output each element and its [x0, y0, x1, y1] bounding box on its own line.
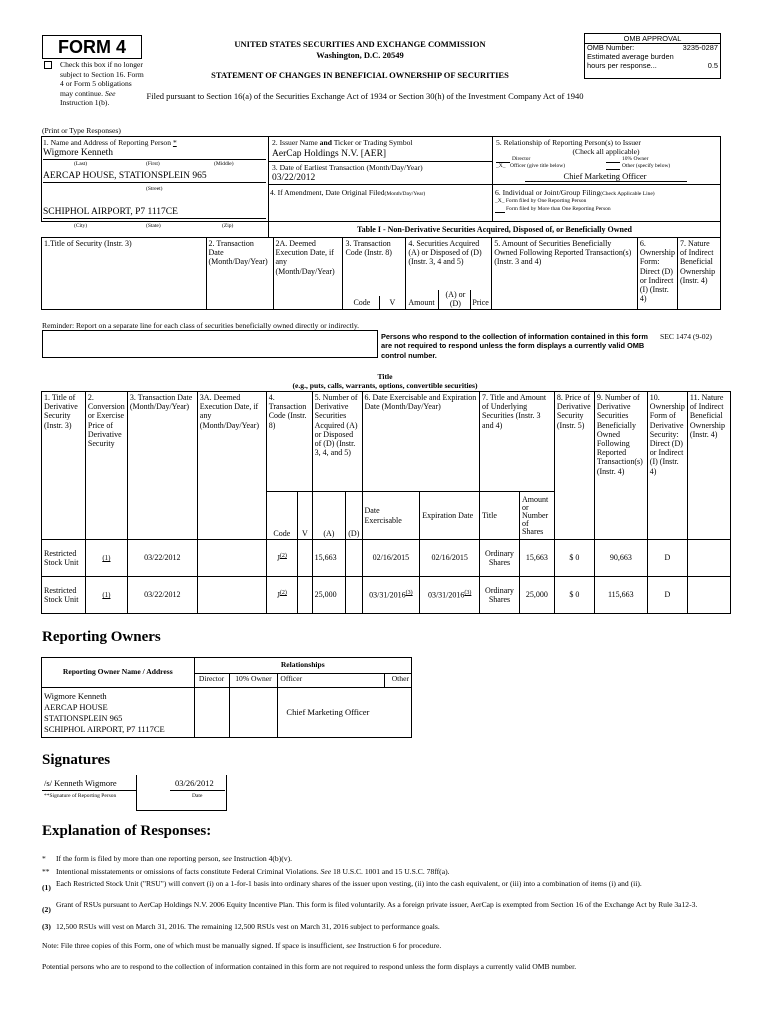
t2-title: Title [480, 492, 520, 540]
t2-r1-conv-footnote[interactable]: (1) [102, 591, 111, 600]
ro-relationships: Relationships [194, 658, 411, 674]
t2-r1-price: $ 0 [554, 577, 594, 614]
t2-h5: 5. Number of Derivative Securities Acquired (A) or Disposed of (D) (Instr. 3, 4, and 5) [312, 392, 362, 492]
t1-h3: 3. Transaction Code (Instr. 8) Code V [343, 238, 406, 310]
officer-title: Chief Marketing Officer [563, 171, 647, 181]
ro-col-officer: Officer [278, 674, 385, 688]
table1-title: Table I - Non-Derivative Securities Acquired, Disposed of, or Beneficially Owned [357, 225, 632, 234]
t2-h1: 1. Title of Derivative Security (Instr. 3) [42, 392, 86, 540]
t1-h6: 6. Ownership Form: Direct (D) or Indirect (I) (Instr. 4) [637, 238, 677, 310]
t2-h11: 11. Nature of Indirect Beneficial Ownership (Instr. 4) [687, 392, 730, 540]
box1-label: 1. Name and Address of Reporting Person * [43, 138, 177, 147]
persons-notice: Persons who respond to the collection of information contained in this form are not required to respond unless the form displays a currently valid OMB control number. [381, 332, 648, 360]
burden-label: Estimated average burden [587, 51, 674, 61]
check-box-label: Check this box if no longer subject to Section 16. Form 4 or Form 5 obligations may continue. See Instruction 1(b). [60, 60, 144, 107]
ro-officer-value: Chief Marketing Officer [278, 688, 412, 738]
t2-r0-date-ex: 02/16/2015 [362, 540, 420, 577]
table2 [41, 391, 731, 614]
filing-option-two[interactable]: Form filed by More than One Reporting Person [506, 206, 611, 212]
signature-label: **Signature of Reporting Person [44, 793, 117, 799]
t2-r0-a: 15,663 [312, 540, 345, 577]
sec-number: SEC 1474 (9-02) [660, 332, 712, 341]
t2-r0-code: $J^{(2)}$ [266, 540, 297, 577]
table-row [42, 688, 412, 738]
footnote-1-text: Each Restricted Stock Unit ("RSU") will convert (i) on a 1-for-1 basis into ordinary shares of the issuer upon vesting, (ii) into the cash equivalent, or (iii) into a combination of items (i) and (ii). [56, 879, 642, 888]
form-title: FORM 4 [57, 37, 126, 57]
t2-h10: 10. Ownership Form of Derivative Security: Direct (D) or Indirect (I) (Instr. 4) [647, 392, 687, 540]
agency-city: Washington, D.C. 20549 [316, 50, 404, 60]
officer-option[interactable]: Officer (give title below) [510, 163, 566, 169]
signature-value: /s/ Kenneth Wigmore [44, 778, 117, 788]
t2-code: Code [266, 492, 297, 540]
reporting-person-street: AERCAP HOUSE, STATIONSPLEIN 965 [43, 171, 207, 181]
director-option[interactable]: Director [512, 156, 531, 162]
box5-sub: (Check all applicable) [572, 147, 640, 156]
omb-title: OMB APPROVAL [585, 34, 720, 44]
t1-aord: (A) or (D) [445, 290, 466, 308]
issuer-name: AerCap Holdings N.V. [AER] [272, 149, 387, 159]
omb-number-row: OMB Number: 3235-0287 [587, 43, 718, 52]
t2-r1-amount: 25,000 [519, 577, 554, 614]
officer-mark[interactable]: _X_ [496, 163, 506, 169]
t2-r1-date-ex: 03/31/2016$^{(3)}$ [362, 577, 420, 614]
table-row [42, 577, 731, 614]
t2-h9: 9. Number of Derivative Securities Beneficially Owned Following Reported Transaction(s) (Instr. 4) [594, 392, 647, 540]
first-label: (First) [146, 161, 160, 167]
zip-label: (Zip) [222, 223, 234, 229]
middle-label: (Middle) [214, 161, 234, 167]
t2-h2: 2. Conversion or Exercise Price of Derivative Security [85, 392, 127, 540]
table2-title: Title [377, 372, 393, 381]
ro-col-ten: 10% Owner [229, 674, 278, 688]
t2-r0-form: D [647, 540, 687, 577]
t2-r1-exp-footnote[interactable]: (3) [464, 590, 472, 597]
t2-r1-code: $J^{(2)}$ [266, 577, 297, 614]
t2-a: (A) [312, 492, 345, 540]
table-row [42, 540, 731, 577]
ten-pct-option[interactable]: 10% Owner [622, 156, 649, 162]
signatures-heading: Signatures [42, 752, 111, 768]
ro-owner-address: Wigmore Kenneth AERCAP HOUSE STATIONSPLEIN 965 SCHIPHOL AIRPORT, P7 1117CE [42, 688, 195, 738]
t2-r0-security: Restricted Stock Unit [42, 540, 86, 577]
ro-col-name: Reporting Owner Name / Address [42, 658, 195, 688]
t2-r1-security: Restricted Stock Unit [42, 577, 86, 614]
t2-h3: 3. Transaction Date (Month/Day/Year) [127, 392, 197, 540]
filed-pursuant: Filed pursuant to Section 16(a) of the Securities Exchange Act of 1934 or Section 30(h) of the Investment Company Act of 1940 [146, 91, 584, 101]
statement-title: STATEMENT OF CHANGES IN BENEFICIAL OWNERSHIP OF SECURITIES [211, 70, 509, 80]
t2-r0-date: 03/22/2012 [127, 540, 197, 577]
t2-r0-code-footnote[interactable]: (2) [279, 553, 287, 560]
t2-h6: 6. Date Exercisable and Expiration Date (Month/Day/Year) [362, 392, 480, 492]
t2-r1-a: 25,000 [312, 577, 345, 614]
t2-r0-amount: 15,663 [519, 540, 554, 577]
filing-option-one[interactable]: _X_ Form filed by One Reporting Person [495, 198, 587, 204]
agency-name: UNITED STATES SECURITIES AND EXCHANGE COMMISSION [234, 39, 486, 49]
explanation-heading: Explanation of Responses: [42, 823, 212, 839]
earliest-transaction-date: 03/22/2012 [272, 173, 316, 183]
t2-r0-conv-footnote[interactable]: (1) [102, 554, 111, 563]
reminder-box [42, 330, 378, 358]
t2-date-ex: Date Exercisable [362, 492, 420, 540]
box3-label: 3. Date of Earliest Transaction (Month/Day/Year) [272, 163, 423, 172]
file-note: Note: File three copies of this Form, one of which must be manually signed. If space is insufficient, see Instruction 6 for procedure. [42, 941, 442, 950]
no-longer-subject-checkbox[interactable] [44, 61, 52, 69]
footnote-2-text: Grant of RSUs pursuant to AerCap Holdings N.V. 2006 Equity Incentive Plan. This form is filed voluntarily. As a foreign private issuer, AerCap is exempted from Section 16 of the Exchange Act by Rule 3a12-3. [56, 900, 698, 909]
t2-r1-exp: 03/31/2016$^{(3)}$ [420, 577, 480, 614]
t2-r1-code-footnote[interactable]: (2) [279, 590, 287, 597]
table1 [41, 237, 721, 310]
form-title-box [42, 35, 142, 59]
t1-code: Code [353, 297, 371, 307]
t1-h2: 2. Transaction Date (Month/Day/Year) [206, 238, 273, 310]
table2-subtitle: (e.g., puts, calls, warrants, options, convertible securities) [292, 381, 478, 390]
print-type-note: (Print or Type Responses) [42, 126, 121, 135]
t2-r1-date: 03/22/2012 [127, 577, 197, 614]
footnote-2-marker: (2) [42, 905, 51, 914]
t2-amount: Amount or Number of Shares [519, 492, 554, 540]
t2-r1-form: D [647, 577, 687, 614]
t1-amount: Amount [408, 297, 435, 307]
t1-h1: 1.Title of Security (Instr. 3) [42, 238, 207, 310]
t2-h4: 4. Transaction Code (Instr. 8) [266, 392, 312, 492]
t2-r1-owned: 115,663 [594, 577, 647, 614]
t1-h4: 4. Securities Acquired (A) or Disposed of (D) (Instr. 3, 4 and 5) Amount (A) or (D) Price [406, 238, 492, 310]
reminder: Reminder: Report on a separate line for each class of securities beneficially owned directly or indirectly. [42, 321, 360, 330]
city-label: (City) [74, 223, 88, 229]
reporting-owners-heading: Reporting Owners [42, 629, 161, 645]
potential-persons-note: Potential persons who are to respond to the collection of information contained in this form are not required to respond unless the form displays a currently valid OMB number. [42, 962, 577, 971]
reporting-person-name: Wigmore Kenneth [43, 148, 114, 158]
t1-price: Price [472, 297, 489, 307]
t2-r0-owned: 90,663 [594, 540, 647, 577]
box4-label: 4. If Amendment, Date Original Filed(Month/Day/Year) [270, 188, 426, 197]
explanation-star2: ** Intentional misstatements or omissions of facts constitute Federal Criminal Violations. See 18 U.S.C. 1001 and 15 U.S.C. 78ff(a). [42, 867, 450, 876]
ro-col-other: Other [384, 674, 411, 688]
street-label: (Street) [146, 186, 163, 192]
t1-v: V [389, 297, 396, 307]
t2-h8: 8. Price of Derivative Security (Instr. 5) [554, 392, 594, 540]
t2-d: (D) [346, 492, 362, 540]
t1-h5: 5. Amount of Securities Beneficially Owned Following Reported Transaction(s) (Instr. 3 and 4) [492, 238, 638, 310]
state-label: (State) [146, 223, 161, 229]
explanation-star1: * If the form is filed by more than one reporting person, see Instruction 4(b)(v). [42, 854, 292, 863]
footnote-3-marker: (3) [42, 922, 51, 931]
table1-title-box [268, 221, 721, 238]
ro-col-director: Director [194, 674, 229, 688]
t2-r0-title: Ordinary Shares [480, 540, 520, 577]
box6-label: 6. Individual or Joint/Group Filing(Check Applicable Line) [495, 188, 655, 197]
t1-h2a: 2A. Deemed Execution Date, if any (Month/Day/Year) [273, 238, 343, 310]
t2-v: V [298, 492, 313, 540]
t2-h3a: 3A. Deemed Execution Date, if any (Month/Day/Year) [197, 392, 266, 540]
t2-h7: 7. Title and Amount of Underlying Securities (Instr. 3 and 4) [480, 392, 555, 492]
t2-exp: Expiration Date [420, 492, 480, 540]
t2-r0-exp: 02/16/2015 [420, 540, 480, 577]
other-option[interactable]: Other (specify below) [622, 163, 671, 169]
last-label: (Last) [74, 161, 88, 167]
box5-label: 5. Relationship of Reporting Person(s) to Issuer [496, 138, 641, 147]
reporting-person-city: SCHIPHOL AIRPORT, P7 1117CE [43, 207, 178, 217]
signature-date: 03/26/2012 [175, 778, 214, 788]
t1-h7: 7. Nature of Indirect Beneficial Ownership (Instr. 4) [677, 238, 720, 310]
date-label: Date [192, 793, 203, 799]
t2-r1-date-ex-footnote[interactable]: (3) [405, 590, 413, 597]
box2-label: 2. Issuer Name and Ticker or Trading Symbol [272, 138, 413, 147]
t2-r0-price: $ 0 [554, 540, 594, 577]
reporting-owners-table [41, 657, 412, 738]
footnote-1-marker: (1) [42, 883, 51, 892]
hours-row: hours per response... 0.5 [587, 60, 718, 70]
t2-r1-title: Ordinary Shares [480, 577, 520, 614]
omb-approval-box [584, 33, 721, 79]
footnote-3-text: 12,500 RSUs will vest on March 31, 2016. The remaining 12,500 RSUs vest on March 31, 2016 subject to performance goals. [56, 922, 440, 931]
